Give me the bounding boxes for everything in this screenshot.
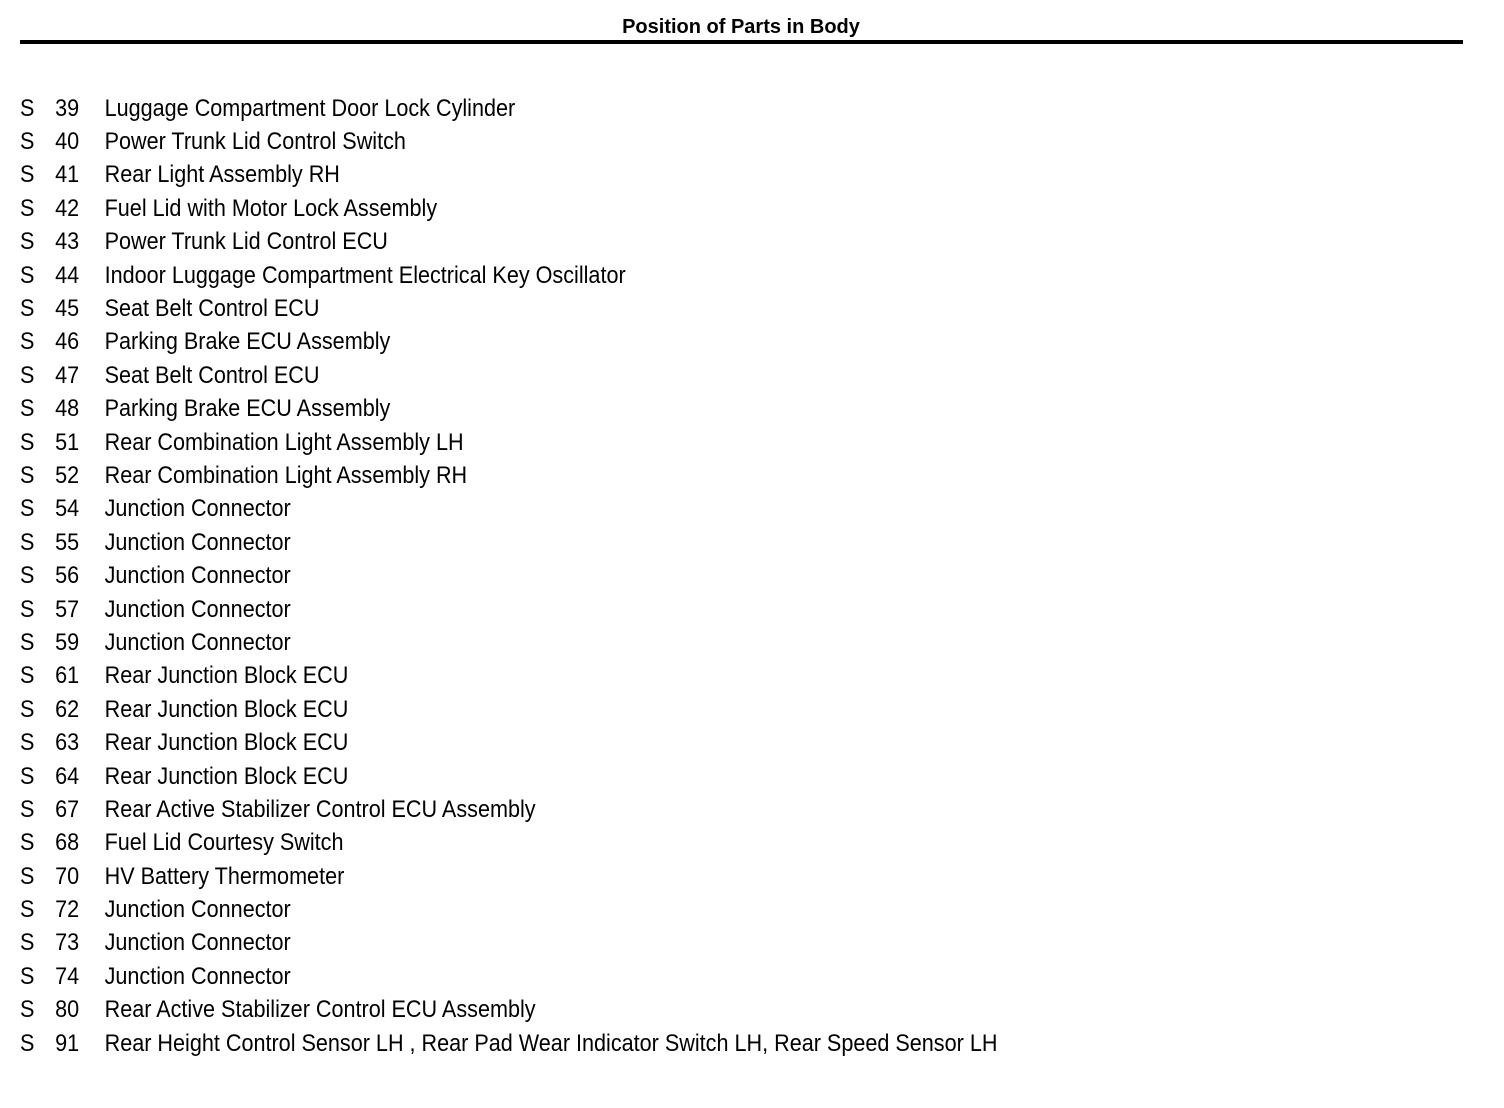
part-name: HV Battery Thermometer [104, 862, 345, 890]
part-prefix: S [20, 795, 35, 823]
list-item [20, 292, 997, 325]
part-name: Rear Height Control Sensor LH , Rear Pad Wear Indicator Switch LH, Rear Speed Sensor LH [104, 1029, 998, 1057]
part-number: 40 [55, 128, 80, 156]
part-name: Parking Brake ECU Assembly [104, 328, 391, 356]
part-name: Rear Light Assembly RH [104, 161, 340, 189]
part-prefix: S [20, 461, 35, 489]
part-prefix: S [20, 829, 35, 857]
part-name: Rear Combination Light Assembly RH [104, 461, 468, 489]
part-name: Junction Connector [104, 528, 291, 556]
part-number: 61 [55, 662, 80, 690]
list-item [20, 493, 997, 526]
part-prefix: S [20, 929, 35, 957]
list-item [20, 226, 997, 259]
list-item [20, 1027, 997, 1060]
part-number: 67 [55, 795, 80, 823]
part-number: 80 [55, 996, 80, 1024]
part-number: 47 [55, 361, 80, 389]
part-number: 91 [55, 1029, 80, 1057]
part-name: Rear Junction Block ECU [104, 695, 349, 723]
part-name: Rear Junction Block ECU [104, 662, 349, 690]
part-name: Rear Active Stabilizer Control ECU Assembly [104, 795, 536, 823]
part-prefix: S [20, 261, 35, 289]
list-item [20, 192, 997, 225]
part-prefix: S [20, 295, 35, 323]
part-number: 51 [55, 428, 80, 456]
list-item [20, 593, 997, 626]
part-name: Junction Connector [104, 628, 291, 656]
part-number: 62 [55, 695, 80, 723]
part-prefix: S [20, 628, 35, 656]
part-prefix: S [20, 729, 35, 757]
list-item [20, 359, 997, 392]
list-item [20, 125, 997, 158]
page-title: Position of Parts in Body [622, 16, 860, 38]
list-item [20, 626, 997, 659]
part-number: 72 [55, 896, 80, 924]
list-item [20, 159, 997, 192]
part-name: Rear Active Stabilizer Control ECU Assembly [104, 996, 536, 1024]
part-prefix: S [20, 328, 35, 356]
list-item [20, 526, 997, 559]
part-number: 52 [55, 461, 80, 489]
part-prefix: S [20, 94, 35, 122]
list-item [20, 92, 997, 125]
part-number: 59 [55, 628, 80, 656]
part-number: 73 [55, 929, 80, 957]
part-name: Luggage Compartment Door Lock Cylinder [104, 94, 516, 122]
part-prefix: S [20, 528, 35, 556]
part-prefix: S [20, 996, 35, 1024]
part-name: Parking Brake ECU Assembly [104, 395, 391, 423]
part-prefix: S [20, 395, 35, 423]
part-name: Rear Junction Block ECU [104, 729, 349, 757]
list-item [20, 693, 997, 726]
part-name: Junction Connector [104, 495, 291, 523]
part-number: 63 [55, 729, 80, 757]
part-number: 55 [55, 528, 80, 556]
part-name: Indoor Luggage Compartment Electrical Key Oscillator [104, 261, 626, 289]
part-name: Fuel Lid Courtesy Switch [104, 829, 344, 857]
part-name: Power Trunk Lid Control Switch [104, 128, 406, 156]
list-item [20, 660, 997, 693]
part-number: 70 [55, 862, 80, 890]
part-prefix: S [20, 1029, 35, 1057]
part-prefix: S [20, 595, 35, 623]
part-prefix: S [20, 962, 35, 990]
part-number: 42 [55, 194, 80, 222]
list-item [20, 760, 997, 793]
list-item [20, 259, 997, 292]
part-number: 48 [55, 395, 80, 423]
part-prefix: S [20, 194, 35, 222]
list-item [20, 393, 997, 426]
part-number: 57 [55, 595, 80, 623]
title-divider [20, 40, 1463, 44]
part-prefix: S [20, 662, 35, 690]
part-name: Rear Combination Light Assembly LH [104, 428, 464, 456]
part-prefix: S [20, 361, 35, 389]
part-number: 41 [55, 161, 80, 189]
list-item [20, 827, 997, 860]
list-item [20, 793, 997, 826]
part-name: Power Trunk Lid Control ECU [104, 228, 388, 256]
part-number: 74 [55, 962, 80, 990]
part-prefix: S [20, 762, 35, 790]
list-item [20, 726, 997, 759]
list-item [20, 426, 997, 459]
part-prefix: S [20, 562, 35, 590]
list-item [20, 927, 997, 960]
part-name: Fuel Lid with Motor Lock Assembly [104, 194, 438, 222]
part-name: Junction Connector [104, 595, 291, 623]
part-prefix: S [20, 428, 35, 456]
part-prefix: S [20, 128, 35, 156]
part-number: 68 [55, 829, 80, 857]
part-name: Junction Connector [104, 562, 291, 590]
part-prefix: S [20, 228, 35, 256]
list-item [20, 893, 997, 926]
part-prefix: S [20, 161, 35, 189]
part-name: Junction Connector [104, 896, 291, 924]
parts-list [20, 92, 1106, 1060]
part-name: Rear Junction Block ECU [104, 762, 349, 790]
part-number: 39 [55, 94, 80, 122]
part-number: 56 [55, 562, 80, 590]
part-name: Seat Belt Control ECU [104, 295, 320, 323]
part-name: Junction Connector [104, 962, 291, 990]
part-number: 46 [55, 328, 80, 356]
list-item [20, 459, 997, 492]
part-prefix: S [20, 695, 35, 723]
part-number: 43 [55, 228, 80, 256]
list-item [20, 326, 997, 359]
part-prefix: S [20, 495, 35, 523]
part-name: Junction Connector [104, 929, 291, 957]
part-number: 54 [55, 495, 80, 523]
list-item [20, 994, 997, 1027]
part-number: 45 [55, 295, 80, 323]
part-prefix: S [20, 862, 35, 890]
list-item [20, 860, 997, 893]
list-item [20, 960, 997, 993]
part-number: 64 [55, 762, 80, 790]
list-item [20, 559, 997, 592]
part-number: 44 [55, 261, 80, 289]
part-name: Seat Belt Control ECU [104, 361, 320, 389]
part-prefix: S [20, 896, 35, 924]
